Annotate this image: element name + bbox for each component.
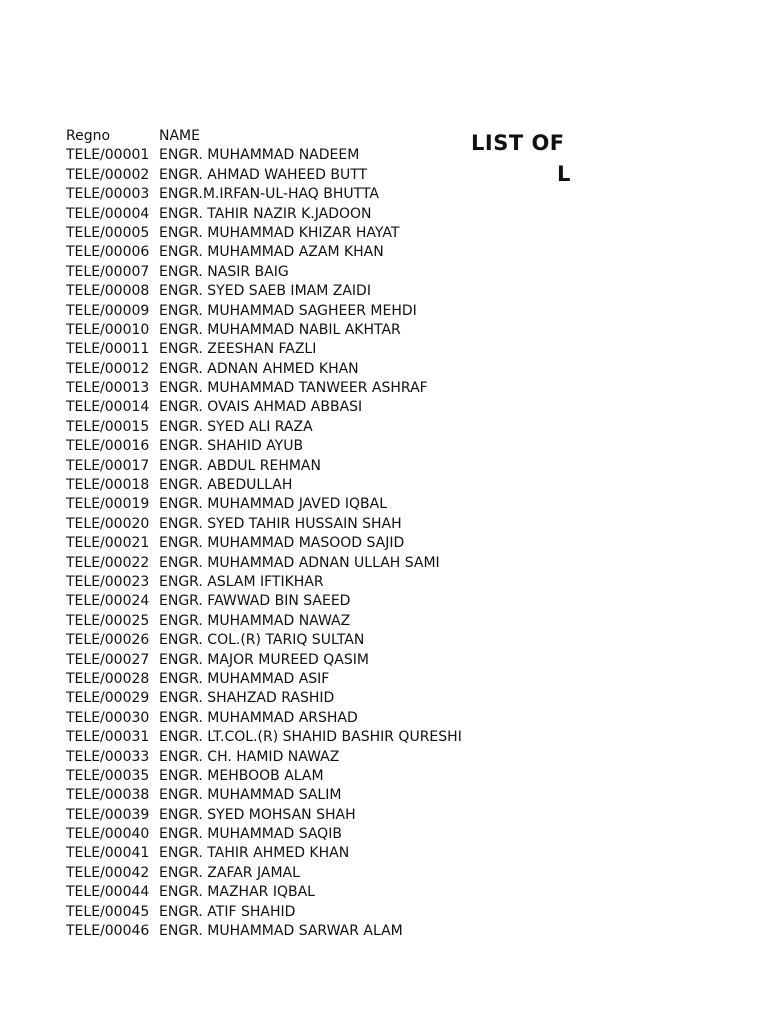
regno-cell: TELE/00042 xyxy=(66,864,150,881)
name-cell: ENGR. ADNAN AHMED KHAN xyxy=(159,360,359,377)
table-row xyxy=(66,185,462,204)
name-cell: ENGR. SYED TAHIR HUSSAIN SHAH xyxy=(159,515,402,532)
name-cell: ENGR. MUHAMMAD NABIL AKHTAR xyxy=(159,321,401,338)
name-cell: ENGR. SYED SAEB IMAM ZAIDI xyxy=(159,283,371,300)
table-header-row xyxy=(66,127,462,146)
regno-cell: TELE/00044 xyxy=(66,884,150,901)
regno-cell: TELE/00035 xyxy=(66,767,150,784)
regno-cell: TELE/00028 xyxy=(66,670,150,687)
table-row xyxy=(66,476,462,495)
table-body xyxy=(66,146,462,941)
table-row xyxy=(66,398,462,417)
regno-cell: TELE/00038 xyxy=(66,787,150,804)
regno-cell: TELE/00039 xyxy=(66,806,150,823)
regno-cell: TELE/00012 xyxy=(66,360,150,377)
table-row xyxy=(66,922,462,941)
name-cell: ENGR.M.IRFAN-UL-HAQ BHUTTA xyxy=(159,186,380,203)
table-row xyxy=(66,360,462,379)
table-row xyxy=(66,166,462,185)
table-row xyxy=(66,806,462,825)
regno-cell: TELE/00031 xyxy=(66,729,150,746)
name-cell: ENGR. MAZHAR IQBAL xyxy=(159,884,315,901)
table-row xyxy=(66,864,462,883)
regno-cell: TELE/00003 xyxy=(66,186,150,203)
regno-cell: TELE/00022 xyxy=(66,554,150,571)
table-row xyxy=(66,379,462,398)
regno-cell: TELE/00020 xyxy=(66,515,150,532)
name-cell: ENGR. SYED ALI RAZA xyxy=(159,418,313,435)
regno-cell: TELE/00017 xyxy=(66,457,150,474)
regno-cell: TELE/00001 xyxy=(66,147,150,164)
regno-cell: TELE/00009 xyxy=(66,302,150,319)
name-cell: ENGR. SHAHZAD RASHID xyxy=(159,690,335,707)
table-row xyxy=(66,631,462,650)
name-cell: ENGR. CH. HAMID NAWAZ xyxy=(159,748,340,765)
name-cell: ENGR. MUHAMMAD ARSHAD xyxy=(159,709,358,726)
page-title: LIST OF xyxy=(471,131,565,155)
regno-cell: TELE/00004 xyxy=(66,205,150,222)
table-row xyxy=(66,263,462,282)
regno-cell: TELE/00014 xyxy=(66,399,150,416)
regno-cell: TELE/00041 xyxy=(66,845,150,862)
table-row xyxy=(66,592,462,611)
table-row xyxy=(66,573,462,592)
table-row xyxy=(66,205,462,224)
name-cell: ENGR. NASIR BAIG xyxy=(159,263,289,280)
table-row xyxy=(66,689,462,708)
regno-cell: TELE/00008 xyxy=(66,283,150,300)
regno-cell: TELE/00027 xyxy=(66,651,150,668)
table-row xyxy=(66,418,462,437)
table-row xyxy=(66,534,462,553)
name-cell: ENGR. MUHAMMAD NAWAZ xyxy=(159,612,351,629)
table-row xyxy=(66,728,462,747)
name-cell: ENGR. MUHAMMAD NADEEM xyxy=(159,147,360,164)
regno-cell: TELE/00021 xyxy=(66,535,150,552)
name-cell: ENGR. MUHAMMAD SAQIB xyxy=(159,826,342,843)
regno-cell: TELE/00006 xyxy=(66,244,150,261)
regno-cell: TELE/00033 xyxy=(66,748,150,765)
name-cell: ENGR. ZAFAR JAMAL xyxy=(159,864,300,881)
name-cell: ENGR. MUHAMMAD ASIF xyxy=(159,670,330,687)
table-row xyxy=(66,651,462,670)
table-row xyxy=(66,612,462,631)
name-cell: ENGR. MUHAMMAD SALIM xyxy=(159,787,342,804)
name-cell: ENGR. FAWWAD BIN SAEED xyxy=(159,593,351,610)
name-cell: ENGR. ZEESHAN FAZLI xyxy=(159,341,317,358)
name-cell: ENGR. ATIF SHAHID xyxy=(159,903,296,920)
table-row xyxy=(66,437,462,456)
table-row xyxy=(66,515,462,534)
name-cell: ENGR. MUHAMMAD SAGHEER MEHDI xyxy=(159,302,417,319)
header-regno: Regno xyxy=(66,128,111,144)
name-cell: ENGR. MUHAMMAD SARWAR ALAM xyxy=(159,923,403,940)
regno-cell: TELE/00005 xyxy=(66,224,150,241)
table-row xyxy=(66,709,462,728)
table-row xyxy=(66,224,462,243)
name-cell: ENGR. ABEDULLAH xyxy=(159,477,293,494)
name-cell: ENGR. MUHAMMAD ADNAN ULLAH SAMI xyxy=(159,554,440,571)
table-row xyxy=(66,670,462,689)
regno-cell: TELE/00011 xyxy=(66,341,150,358)
regno-cell: TELE/00030 xyxy=(66,709,150,726)
regno-cell: TELE/00026 xyxy=(66,632,150,649)
name-cell: ENGR. MUHAMMAD KHIZAR HAYAT xyxy=(159,224,400,241)
regno-cell: TELE/00013 xyxy=(66,380,150,397)
table-row xyxy=(66,844,462,863)
name-cell: ENGR. ABDUL REHMAN xyxy=(159,457,321,474)
regno-cell: TELE/00002 xyxy=(66,166,150,183)
regno-cell: TELE/00007 xyxy=(66,263,150,280)
regno-cell: TELE/00023 xyxy=(66,573,150,590)
name-cell: ENGR. TAHIR NAZIR K.JADOON xyxy=(159,205,372,222)
regno-cell: TELE/00046 xyxy=(66,923,150,940)
table-row xyxy=(66,786,462,805)
name-cell: ENGR. TAHIR AHMED KHAN xyxy=(159,845,350,862)
page-title-line-2: L xyxy=(557,162,571,186)
regno-cell: TELE/00024 xyxy=(66,593,150,610)
table-row xyxy=(66,903,462,922)
table-row xyxy=(66,243,462,262)
name-cell: ENGR. ASLAM IFTIKHAR xyxy=(159,573,324,590)
name-cell: ENGR. MAJOR MUREED QASIM xyxy=(159,651,369,668)
table-row xyxy=(66,883,462,902)
name-cell: ENGR. SHAHID AYUB xyxy=(159,438,304,455)
table-row xyxy=(66,767,462,786)
name-cell: ENGR. MUHAMMAD MASOOD SAJID xyxy=(159,535,405,552)
regno-cell: TELE/00029 xyxy=(66,690,150,707)
table-row xyxy=(66,825,462,844)
registration-table xyxy=(66,127,462,941)
table-row xyxy=(66,321,462,340)
table-row xyxy=(66,554,462,573)
regno-cell: TELE/00015 xyxy=(66,418,150,435)
regno-cell: TELE/00016 xyxy=(66,438,150,455)
regno-cell: TELE/00010 xyxy=(66,321,150,338)
name-cell: ENGR. MUHAMMAD TANWEER ASHRAF xyxy=(159,380,428,397)
name-cell: ENGR. MUHAMMAD JAVED IQBAL xyxy=(159,496,388,513)
table-row xyxy=(66,146,462,165)
name-cell: ENGR. LT.COL.(R) SHAHID BASHIR QURESHI xyxy=(159,729,462,746)
name-cell: ENGR. MUHAMMAD AZAM KHAN xyxy=(159,244,384,261)
regno-cell: TELE/00045 xyxy=(66,903,150,920)
name-cell: ENGR. SYED MOHSAN SHAH xyxy=(159,806,356,823)
regno-cell: TELE/00025 xyxy=(66,612,150,629)
table-row xyxy=(66,495,462,514)
regno-cell: TELE/00040 xyxy=(66,826,150,843)
name-cell: ENGR. COL.(R) TARIQ SULTAN xyxy=(159,632,365,649)
table-row xyxy=(66,282,462,301)
name-cell: ENGR. OVAIS AHMAD ABBASI xyxy=(159,399,363,416)
table-row xyxy=(66,302,462,321)
regno-cell: TELE/00018 xyxy=(66,477,150,494)
table-row xyxy=(66,457,462,476)
table-row xyxy=(66,748,462,767)
table-row xyxy=(66,340,462,359)
header-name: NAME xyxy=(159,128,200,144)
name-cell: ENGR. MEHBOOB ALAM xyxy=(159,767,324,784)
name-cell: ENGR. AHMAD WAHEED BUTT xyxy=(159,166,368,183)
regno-cell: TELE/00019 xyxy=(66,496,150,513)
